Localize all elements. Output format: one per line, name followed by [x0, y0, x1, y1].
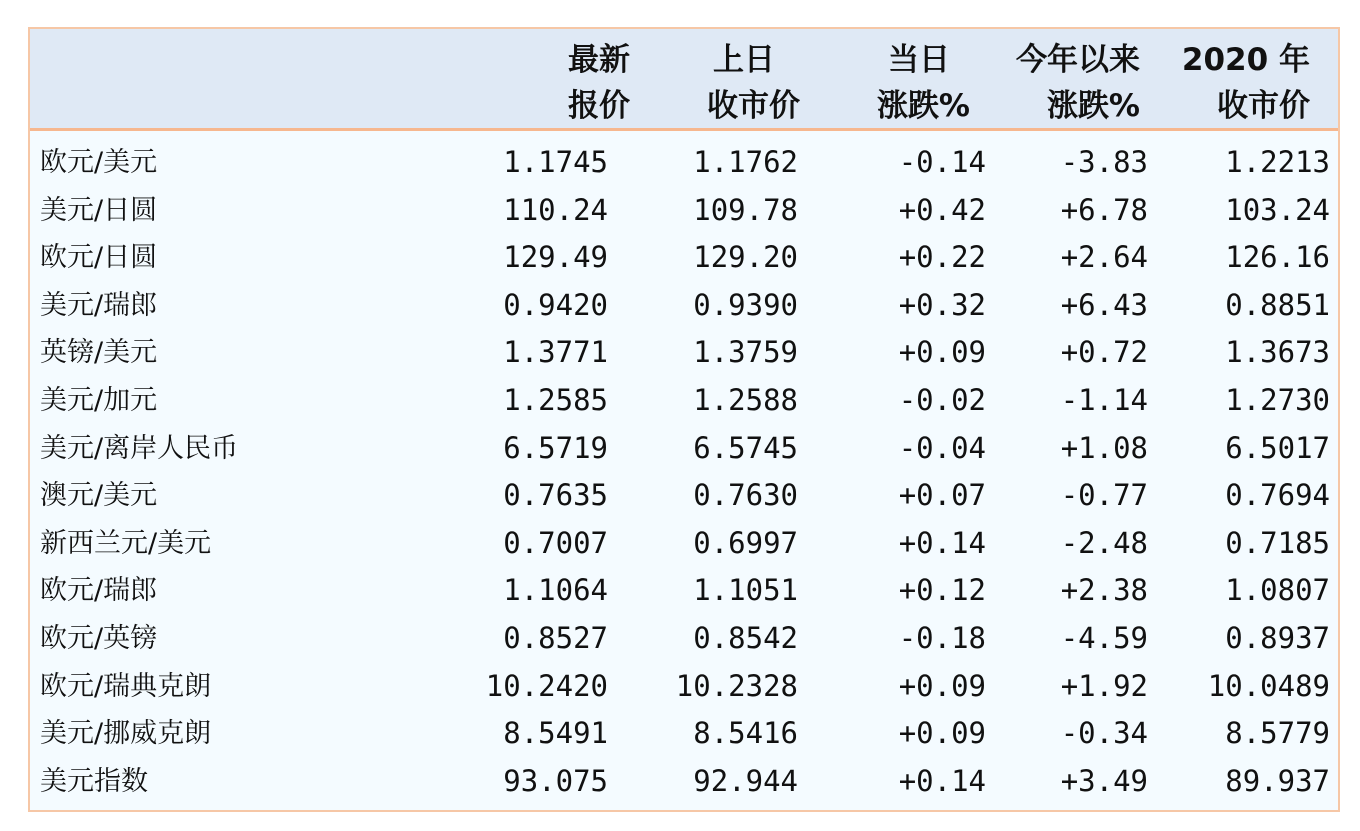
table-row: [30, 710, 1338, 758]
cell-day-change: +0.14: [898, 763, 986, 798]
cell-prev-close: 1.1051: [693, 573, 798, 608]
cell-prev-close: 1.1762: [693, 145, 798, 179]
cell-close-2020: 1.0807: [1225, 573, 1330, 608]
cell-close-2020: 6.5017: [1225, 430, 1330, 465]
fx-table: [28, 27, 1340, 812]
cell-ytd-change: -1.14: [1060, 382, 1148, 417]
cell-prev-close: 0.9390: [693, 287, 798, 322]
table-header: [30, 29, 1338, 131]
table-row: [30, 234, 1338, 282]
cell-ytd-change: +2.64: [1060, 240, 1148, 275]
table-row: [30, 520, 1338, 568]
header-day-change: [810, 37, 970, 127]
cell-day-change: +0.22: [898, 240, 986, 275]
header-close-2020-line2: 收市价: [1217, 88, 1310, 124]
cell-day-change: +0.14: [898, 525, 986, 560]
cell-close-2020: 1.2213: [1225, 145, 1330, 179]
cell-close-2020: 1.3673: [1225, 335, 1330, 370]
header-prev-close-line2: 收市价: [707, 88, 800, 124]
pair-name: 澳元/美元: [40, 480, 158, 512]
cell-prev-close: 1.3759: [693, 335, 798, 370]
cell-close-2020: 103.24: [1225, 192, 1330, 227]
cell-latest: 1.2585: [503, 382, 608, 417]
cell-day-change: +0.42: [898, 192, 986, 227]
header-prev-close-line1: 上日: [713, 42, 775, 78]
cell-close-2020: 0.8937: [1225, 620, 1330, 655]
pair-name: 美元/瑞郎: [40, 289, 158, 321]
cell-day-change: -0.04: [898, 430, 986, 465]
cell-close-2020: 0.8851: [1225, 287, 1330, 322]
pair-name: 美元/日圆: [40, 194, 158, 226]
cell-day-change: -0.14: [898, 145, 986, 179]
cell-ytd-change: -3.83: [1060, 145, 1148, 179]
header-close-2020: [1150, 37, 1310, 127]
table-row: [30, 615, 1338, 663]
cell-prev-close: 8.5416: [693, 716, 798, 751]
header-close-2020-line1: 2020 年: [1181, 42, 1310, 78]
cell-day-change: +0.12: [898, 573, 986, 608]
cell-day-change: +0.09: [898, 335, 986, 370]
pair-name: 美元/离岸人民币: [40, 432, 239, 464]
cell-prev-close: 109.78: [693, 192, 798, 227]
header-ytd-change-line1: 今年以来: [1016, 42, 1140, 78]
cell-prev-close: 0.7630: [693, 478, 798, 513]
cell-prev-close: 129.20: [693, 240, 798, 275]
table-row: [30, 472, 1338, 520]
cell-prev-close: 6.5745: [693, 430, 798, 465]
cell-latest: 0.8527: [503, 620, 608, 655]
table-row: [30, 567, 1338, 615]
cell-latest: 93.075: [503, 763, 608, 798]
pair-name: 美元指数: [40, 765, 148, 797]
cell-day-change: +0.09: [898, 716, 986, 751]
cell-latest: 6.5719: [503, 430, 608, 465]
pair-name: 欧元/瑞郎: [40, 575, 158, 607]
header-ytd-change: [980, 37, 1140, 127]
cell-day-change: +0.07: [898, 478, 986, 513]
cell-prev-close: 92.944: [693, 763, 798, 798]
cell-ytd-change: +3.49: [1060, 763, 1148, 798]
header-prev-close: [640, 37, 800, 127]
pair-name: 欧元/瑞典克朗: [40, 670, 212, 702]
cell-close-2020: 89.937: [1225, 763, 1330, 798]
cell-close-2020: 8.5779: [1225, 716, 1330, 751]
cell-latest: 10.2420: [485, 668, 608, 703]
cell-ytd-change: -4.59: [1060, 620, 1148, 655]
table-row: [30, 187, 1338, 235]
cell-day-change: -0.02: [898, 382, 986, 417]
table-row: [30, 282, 1338, 330]
table-row: [30, 329, 1338, 377]
cell-ytd-change: -0.34: [1060, 716, 1148, 751]
cell-latest: 129.49: [503, 240, 608, 275]
cell-ytd-change: +1.92: [1060, 668, 1148, 703]
cell-prev-close: 1.2588: [693, 382, 798, 417]
pair-name: 美元/挪威克朗: [40, 718, 212, 750]
pair-name: 新西兰元/美元: [40, 527, 212, 559]
cell-latest: 1.1745: [503, 145, 608, 179]
cell-ytd-change: -2.48: [1060, 525, 1148, 560]
cell-latest: 0.7635: [503, 478, 608, 513]
header-ytd-change-line2: 涨跌%: [1046, 88, 1140, 124]
table-body: [30, 139, 1338, 805]
cell-latest: 1.3771: [503, 335, 608, 370]
header-latest: [470, 37, 630, 127]
table-row: [30, 139, 1338, 187]
cell-close-2020: 1.2730: [1225, 382, 1330, 417]
header-latest-line2: 报价: [568, 88, 630, 124]
cell-latest: 1.1064: [503, 573, 608, 608]
pair-name: 美元/加元: [40, 384, 158, 416]
cell-prev-close: 0.6997: [693, 525, 798, 560]
header-day-change-line2: 涨跌%: [876, 88, 970, 124]
cell-close-2020: 0.7185: [1225, 525, 1330, 560]
cell-ytd-change: +6.43: [1060, 287, 1148, 322]
cell-close-2020: 126.16: [1225, 240, 1330, 275]
pair-name: 英镑/美元: [40, 337, 158, 369]
table-row: [30, 425, 1338, 473]
cell-latest: 0.7007: [503, 525, 608, 560]
pair-name: 欧元/美元: [40, 147, 158, 178]
cell-close-2020: 10.0489: [1207, 668, 1330, 703]
cell-day-change: +0.09: [898, 668, 986, 703]
table-row: [30, 758, 1338, 806]
header-latest-line1: 最新: [568, 42, 630, 78]
pair-name: 欧元/英镑: [40, 622, 158, 654]
cell-close-2020: 0.7694: [1225, 478, 1330, 513]
cell-ytd-change: +1.08: [1060, 430, 1148, 465]
table-row: [30, 663, 1338, 711]
table-row: [30, 377, 1338, 425]
cell-day-change: +0.32: [898, 287, 986, 322]
cell-prev-close: 10.2328: [675, 668, 798, 703]
cell-latest: 8.5491: [503, 716, 608, 751]
pair-name: 欧元/日圆: [40, 242, 158, 274]
cell-ytd-change: -0.77: [1060, 478, 1148, 513]
cell-ytd-change: +6.78: [1060, 192, 1148, 227]
cell-day-change: -0.18: [898, 620, 986, 655]
cell-prev-close: 0.8542: [693, 620, 798, 655]
cell-latest: 0.9420: [503, 287, 608, 322]
header-day-change-line1: 当日: [888, 42, 950, 78]
cell-latest: 110.24: [503, 192, 608, 227]
cell-ytd-change: +0.72: [1060, 335, 1148, 370]
cell-ytd-change: +2.38: [1060, 573, 1148, 608]
